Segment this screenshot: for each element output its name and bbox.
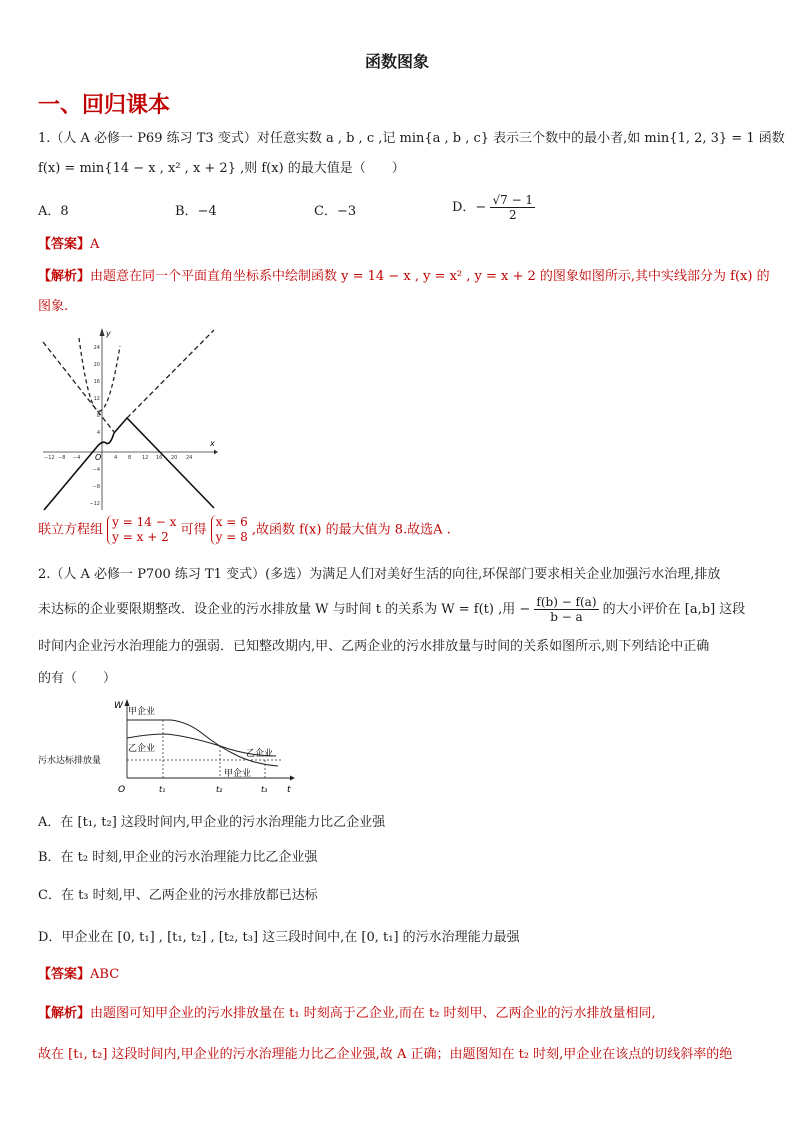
q1-system-prefix: 联立方程组 — [38, 522, 104, 538]
q2-analysis-tag: 【解析】 — [38, 1006, 91, 1021]
q1-option-b: B．−4 — [175, 204, 217, 219]
q1-line1: 1.（人 A 必修一 P69 练习 T3 变式）对任意实数 a , b , c ,记 min{a , b , c} 表示三个数中的最小者,如 min{1, 2, 3} = 1 函数 — [38, 131, 785, 146]
q2-analysis-line2: 故在 [t₁, t₂] 这段时间内,甲企业的污水治理能力比乙企业强,故 A 正确；由题图知在 t₂ 时刻,甲企业在该点的切线斜率的绝 — [38, 1047, 733, 1062]
t-axis-arrow — [290, 776, 295, 781]
y-axis-label: y — [106, 329, 111, 338]
q1-analysis-line2: 图象. — [38, 299, 69, 314]
q1-analysis-text: 由题意在同一个平面直角坐标系中绘制函数 y = 14 − x , y = x² , y = x + 2 的图象如图所示,其中实线部分为 f(x) 的 — [90, 269, 770, 284]
x-tick: 12 — [142, 455, 149, 461]
origin-label: O — [95, 453, 102, 462]
jia-curve — [127, 720, 278, 766]
t1-label: t₁ — [159, 785, 166, 794]
q2-analysis-line1 — [38, 1005, 656, 1023]
y-axis-arrow — [100, 328, 105, 336]
q1-analysis-tag: 【解析】 — [38, 269, 91, 284]
q1-system-line — [38, 515, 451, 545]
q1-system-2 — [211, 515, 248, 545]
t3-label: t₃ — [261, 785, 268, 794]
x-tick: −8 — [58, 455, 66, 461]
q2-line2-b: 的大小评价在 [a,b] 这段 — [602, 602, 746, 617]
y-tick: 16 — [93, 379, 100, 385]
q1-system-suffix: ,故函数 f(x) 的最大值为 8.故选A . — [251, 522, 451, 538]
q2-fraction-numerator: f(b) − f(a) — [536, 595, 597, 609]
w-axis-label: W — [114, 701, 123, 711]
q1-option-a: A．8 — [38, 204, 69, 219]
q1-option-d — [452, 193, 535, 222]
x-tick: 24 — [186, 455, 193, 461]
y-tick: 8 — [96, 413, 100, 419]
q2-line1: 2.（人 A 必修一 P700 练习 T1 变式）(多选）为满足人们对美好生活的向往,环保部门要求相关企业加强污水治理,排放 — [38, 567, 721, 582]
t-axis-label: t — [287, 785, 291, 795]
line-14-minus-x-dashed — [43, 342, 114, 432]
q1-answer — [38, 236, 99, 254]
q2-line3: 时间内企业污水治理能力的强弱．已知整改期内,甲、乙两企业的污水排放量与时间的关系如图所示,则下列结论中正确 — [38, 639, 710, 654]
line-x-plus-2-dashed — [127, 330, 214, 418]
section-heading: 一、回归课本 — [38, 93, 171, 118]
t2-label: t₂ — [216, 785, 223, 794]
q1-system-2-eq1: x = 6 — [215, 515, 248, 529]
q1-system-1-eq2: y = x + 2 — [112, 530, 169, 544]
y-tick: −8 — [92, 484, 100, 490]
yi-label-left: 乙企业 — [128, 744, 156, 754]
yi-label-right: 乙企业 — [246, 749, 274, 759]
q2-answer — [38, 966, 119, 984]
q1-answer-value: A — [90, 237, 100, 252]
origin-label: O — [118, 785, 126, 795]
q1-line2: f(x) = min{14 − x , x² , x + 2} ,则 f(x) 的最大值是（ ） — [38, 161, 405, 176]
y-tick: 4 — [96, 430, 100, 436]
q1-system-2-eq2: y = 8 — [215, 530, 248, 544]
y-tick: −12 — [89, 501, 100, 507]
q1-option-d-denominator: 2 — [508, 208, 517, 222]
q2-discharge-graph — [38, 696, 298, 798]
x-tick: 20 — [171, 455, 178, 461]
q2-option-c: C．在 t₃ 时刻,甲、乙两企业的污水排放都已达标 — [38, 888, 318, 903]
x-tick: 16 — [156, 455, 163, 461]
q1-option-d-fraction — [490, 193, 535, 222]
q2-option-b: B．在 t₂ 时刻,甲企业的污水治理能力比乙企业强 — [38, 850, 318, 865]
q1-system-mid: 可得 — [180, 522, 207, 538]
q2-option-d: D．甲企业在 [0, t₁] , [t₁, t₂] , [t₂, t₃] 这三段时间中,在 [0, t₁] 的污水治理能力最强 — [38, 930, 520, 945]
w-axis-arrow — [125, 699, 130, 706]
standard-level-label: 污水达标排放量 — [38, 756, 102, 766]
q1-function-graph — [38, 322, 218, 512]
y-tick: 24 — [93, 345, 100, 351]
q1-option-c: C．−3 — [314, 204, 357, 219]
q2-option-a: A．在 [t₁, t₂] 这段时间内,甲企业的污水治理能力比乙企业强 — [38, 815, 386, 830]
q1-option-d-prefix: D．− — [452, 200, 487, 215]
x-tick: −4 — [73, 455, 81, 461]
q1-system-1-eq1: y = 14 − x — [112, 515, 177, 529]
x-axis-label: x — [210, 439, 215, 448]
q1-answer-tag: 【答案】 — [38, 237, 91, 252]
y-tick: 20 — [93, 362, 100, 368]
q1-system-1 — [107, 515, 176, 545]
page-title: 函数图象 — [364, 52, 429, 71]
q1-analysis-line1 — [38, 268, 770, 286]
jia-label-bottom: 甲企业 — [224, 769, 252, 779]
q2-answer-tag: 【答案】 — [38, 967, 91, 982]
q2-line2-a: 未达标的企业要限期整改．设企业的污水排放量 W 与时间 t 的关系为 W = f(t) ,用 − — [38, 602, 531, 617]
y-tick: 12 — [93, 396, 100, 402]
q2-line4: 的有（ ） — [38, 671, 117, 686]
q2-fraction-denominator: b − a — [550, 610, 583, 624]
x-tick: 8 — [128, 455, 132, 461]
q1-option-d-numerator: √7 − 1 — [492, 193, 534, 207]
jia-label-top: 甲企业 — [128, 707, 156, 717]
x-tick: −12 — [44, 455, 55, 461]
q2-fraction — [534, 595, 598, 624]
x-axis-arrow — [214, 450, 218, 455]
y-tick: −4 — [92, 467, 100, 473]
min-function-curve — [44, 418, 214, 510]
q2-answer-value: ABC — [90, 967, 120, 982]
q2-line2 — [38, 595, 745, 624]
q2-analysis-text: 由题图可知甲企业的污水排放量在 t₁ 时刻高于乙企业,而在 t₂ 时刻甲、乙两企业的污水排放量相同, — [90, 1006, 656, 1021]
x-tick: 4 — [114, 455, 118, 461]
